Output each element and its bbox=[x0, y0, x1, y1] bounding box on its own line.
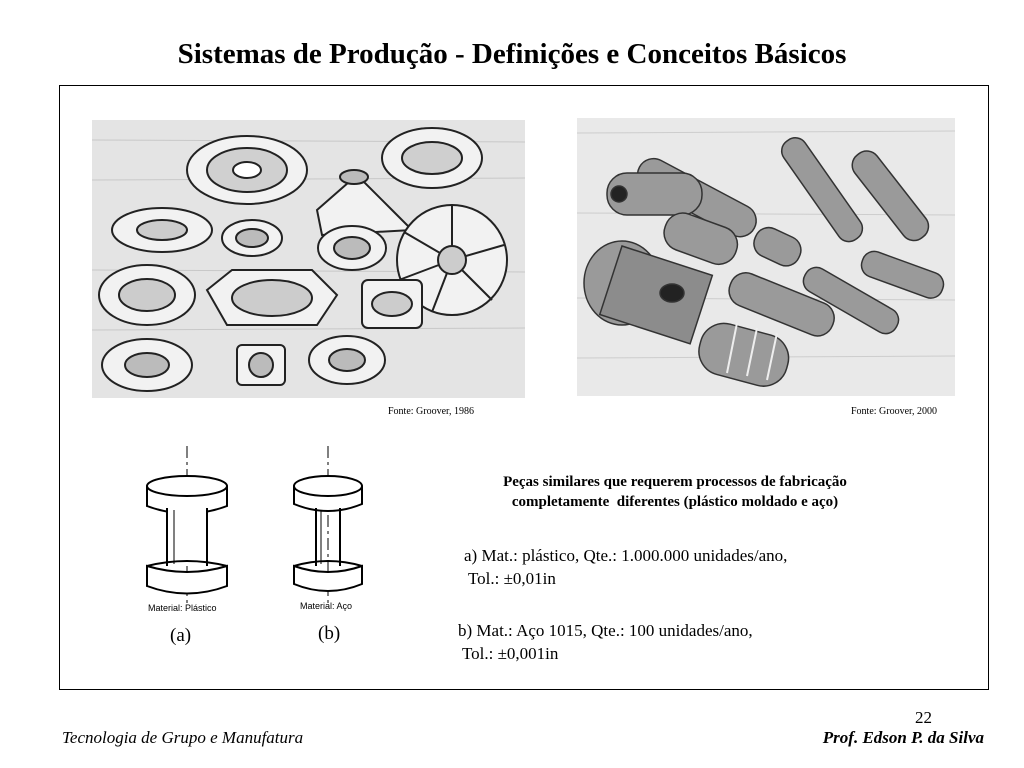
description-line-2: completamente diferentes (plástico moldado e aço) bbox=[511, 494, 839, 510]
spool-b-material-label: Material: Aço bbox=[300, 601, 353, 611]
description-line-1: Peças similares que requerem processos de fabricação bbox=[503, 474, 847, 490]
spool-b-caption: (b) bbox=[318, 623, 341, 644]
image-source-right: Fonte: Groover, 2000 bbox=[851, 406, 937, 417]
spool-a-caption: (a) bbox=[170, 625, 192, 646]
item-b-line-2: Tol.: ±0,001in bbox=[458, 644, 559, 663]
item-a-line-1: a) Mat.: plástico, Qte.: 1.000.000 unidades/ano, bbox=[464, 546, 788, 565]
page-number: 22 bbox=[915, 708, 932, 727]
item-b-line-1: b) Mat.: Aço 1015, Qte.: 100 unidades/ano, bbox=[458, 621, 753, 640]
parts-family-photo-right bbox=[577, 118, 955, 396]
footer-author: Prof. Edson P. da Silva bbox=[822, 728, 984, 747]
item-b-spec bbox=[458, 619, 753, 665]
page-title: Sistemas de Produção - Definições e Conceitos Básicos bbox=[177, 38, 847, 70]
spool-a-material-label: Material: Plástico bbox=[148, 603, 217, 613]
image-source-left: Fonte: Groover, 1986 bbox=[388, 406, 474, 417]
parts-family-photo-left bbox=[92, 120, 525, 398]
comparison-description bbox=[430, 472, 920, 512]
spool-steel-drawing bbox=[288, 446, 368, 606]
content-frame bbox=[59, 85, 989, 690]
item-a-spec bbox=[464, 544, 787, 590]
footer-course-title: Tecnologia de Grupo e Manufatura bbox=[62, 728, 304, 747]
spool-plastic-drawing bbox=[142, 446, 232, 606]
item-a-line-2: Tol.: ±0,01in bbox=[464, 569, 556, 588]
